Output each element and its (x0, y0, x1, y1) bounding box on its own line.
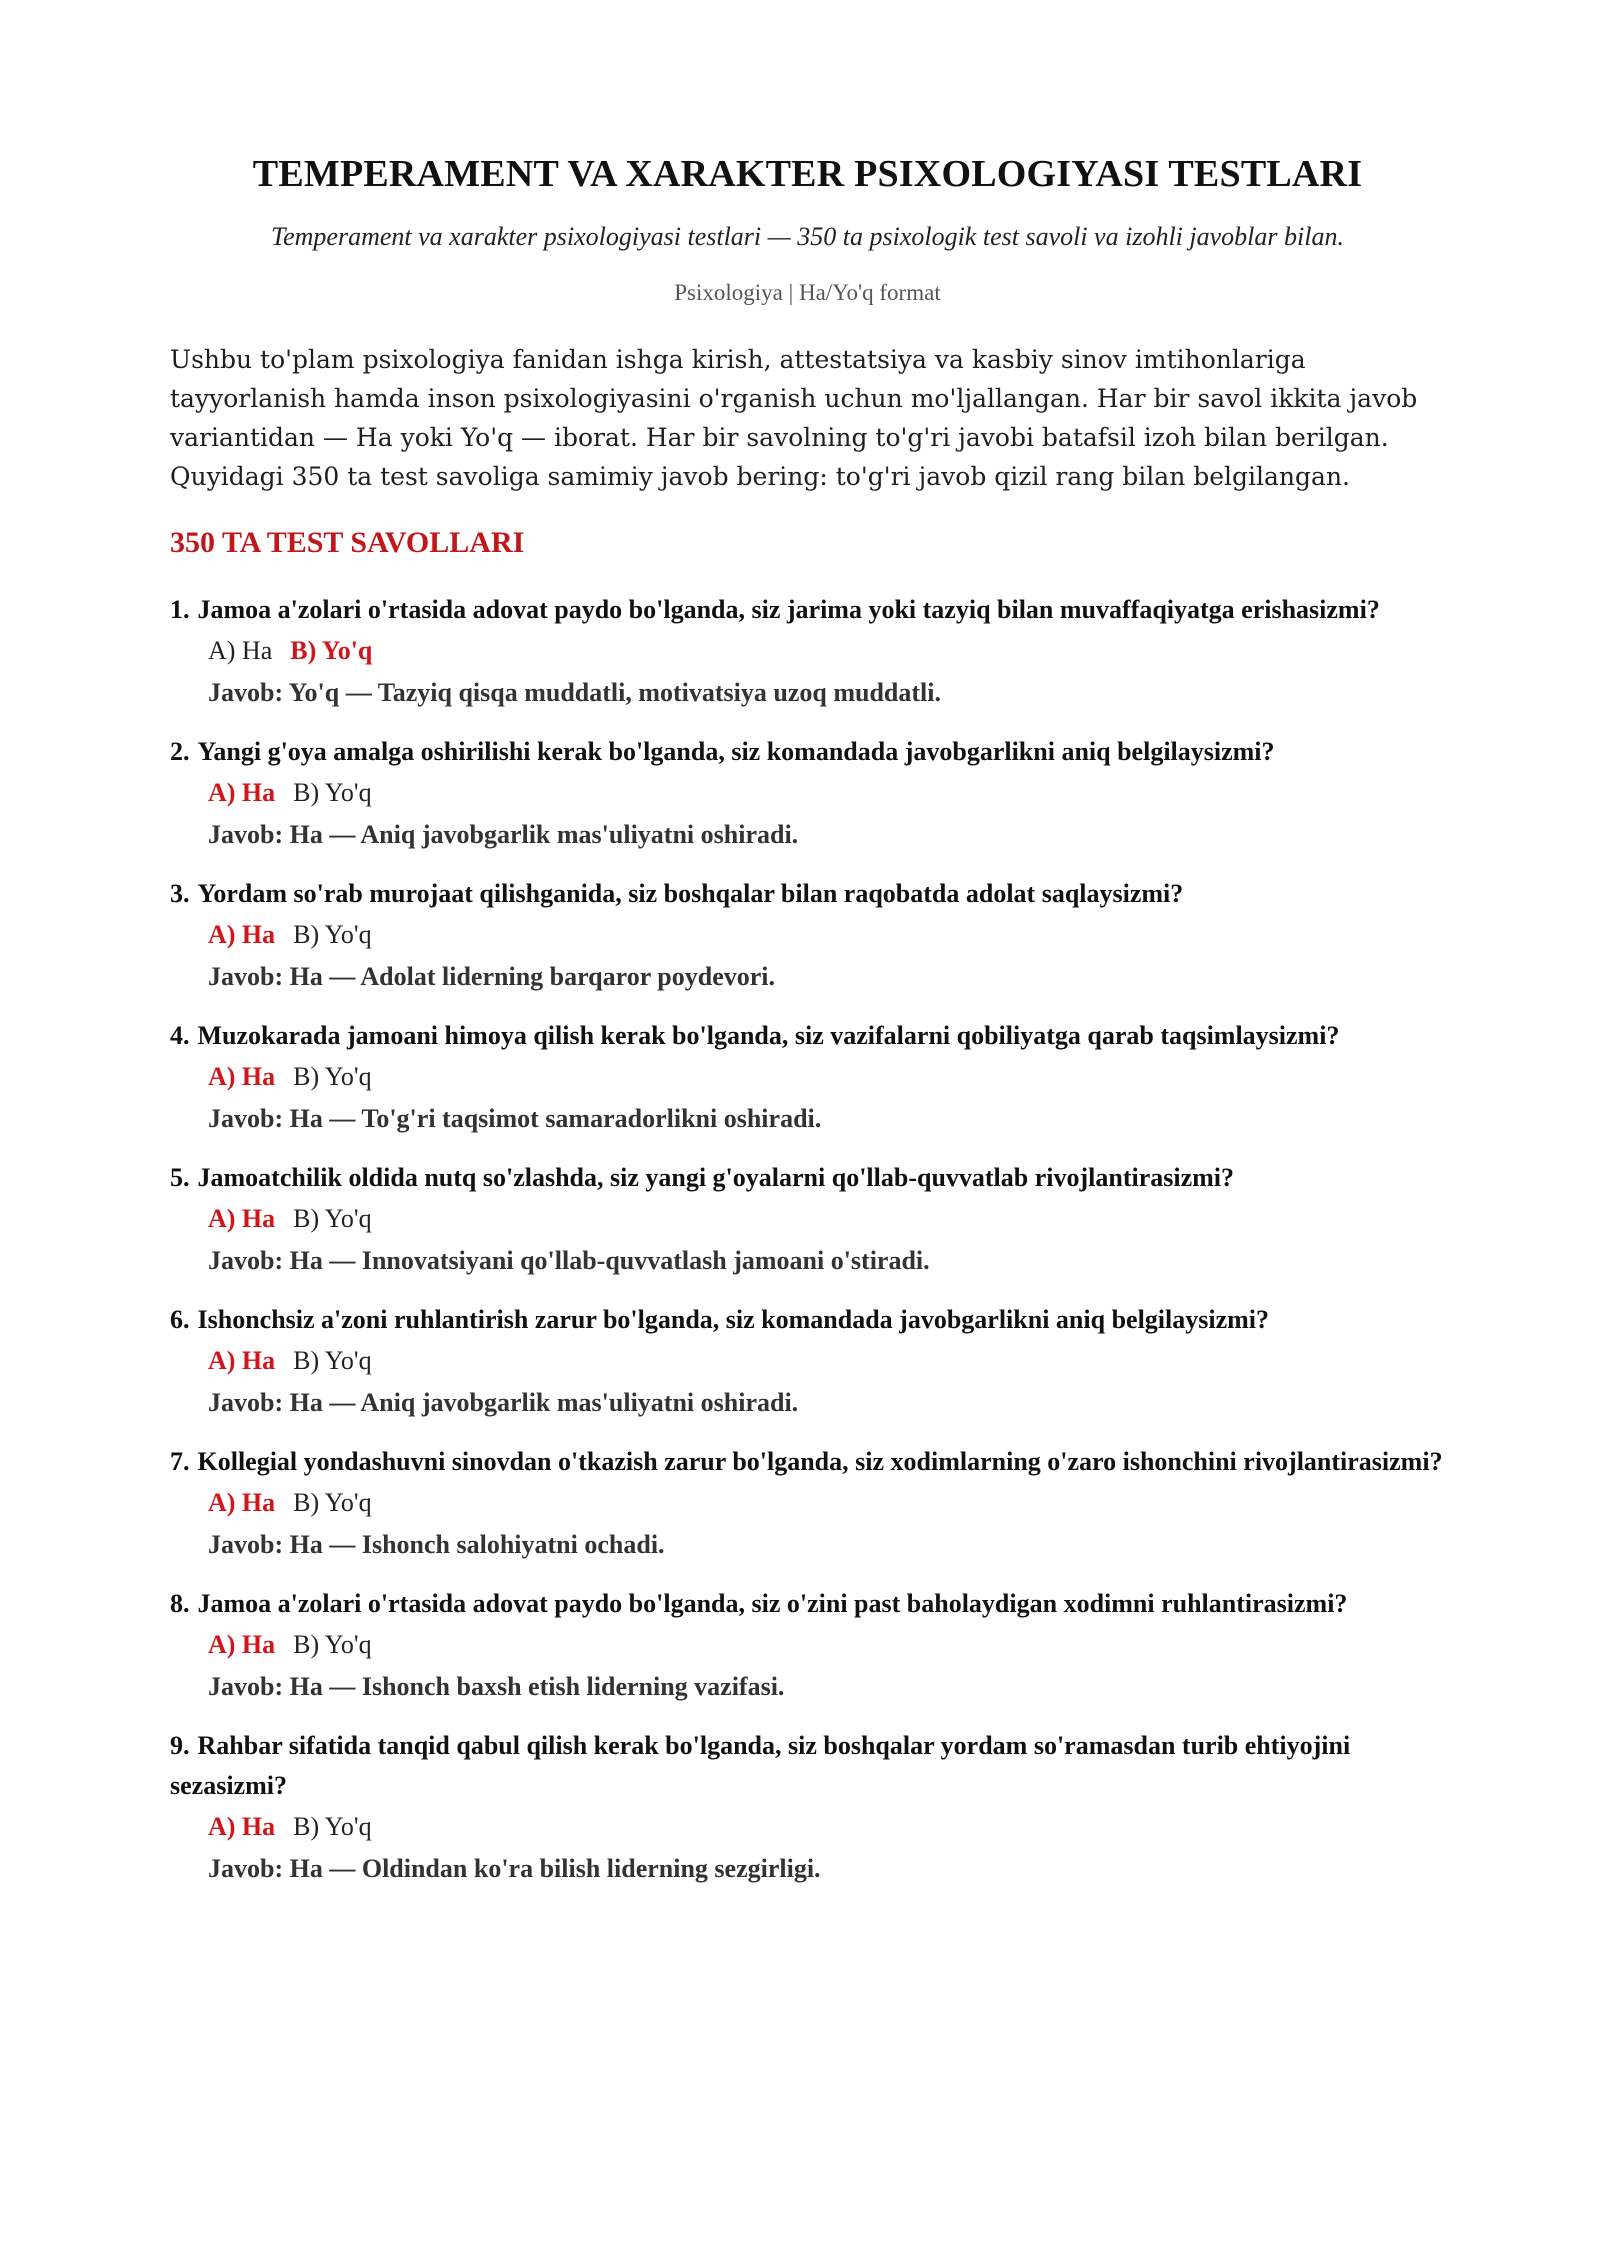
intro-paragraph: Ushbu to'plam psixologiya fanidan ishga kirish, attestatsiya va kasbiy sinov imtihonlariga tayyorlanish hamda inson psixologiyasini o'rganish uchun mo'ljallangan. Har bir savol ikkita javob variantidan — Ha yoki Yo'q — iborat. Har bir savolning to'g'ri javobi batafsil izoh bilan berilgan. Quyidagi 350 ta test savoliga samimiy javob bering: to'g'ri javob qizil rang bilan belgilangan. (170, 345, 1418, 491)
question-list (170, 590, 1445, 1890)
question-item (170, 1726, 1445, 1890)
answer-explanation: Javob: Yo'q — Tazyiq qisqa muddatli, motivatsiya uzoq muddatli. (208, 678, 941, 707)
option-b[interactable]: B) Yo'q (293, 920, 372, 949)
page-subtitle: Temperament va xarakter psixologiyasi testlari — 350 ta psixologik test savoli va izohli javoblar bilan. (271, 222, 1344, 251)
question-item (170, 874, 1445, 998)
question-text (170, 1016, 1445, 1056)
question-number: 1. (170, 595, 190, 624)
option-a[interactable]: A) Ha (208, 1204, 276, 1233)
answer-options (170, 1340, 1445, 1382)
question-item (170, 1300, 1445, 1424)
question-body: Yangi g'oya amalga oshirilishi kerak bo'lganda, siz komandada javobgarlikni aniq belgilaysizmi? (197, 737, 1275, 766)
answer-explanation: Javob: Ha — Innovatsiyani qo'llab-quvvatlash jamoani o'stiradi. (208, 1246, 930, 1275)
answer-explanation: Javob: Ha — Oldindan ko'ra bilish liderning sezgirligi. (208, 1854, 821, 1883)
option-a[interactable]: A) Ha (208, 1488, 276, 1517)
question-body: Jamoa a'zolari o'rtasida adovat paydo bo'lganda, siz jarima yoki tazyiq bilan muvaffaqiyatga erishasizmi? (197, 595, 1380, 624)
question-number: 3. (170, 879, 190, 908)
question-item (170, 1442, 1445, 1566)
question-body: Jamoatchilik oldida nutq so'zlashda, siz yangi g'oyalarni qo'llab-quvvatlab rivojlantirasizmi? (197, 1163, 1235, 1192)
option-a[interactable]: A) Ha (208, 1346, 276, 1375)
question-item (170, 1016, 1445, 1140)
page-title: TEMPERAMENT VA XARAKTER PSIXOLOGIYASI TESTLARI (252, 153, 1363, 195)
question-number: 8. (170, 1589, 190, 1618)
question-number: 2. (170, 737, 190, 766)
option-b[interactable]: B) Yo'q (293, 1062, 372, 1091)
option-a[interactable]: A) Ha (208, 1062, 276, 1091)
answer-options (170, 1482, 1445, 1524)
answer-explanation: Javob: Ha — Adolat liderning barqaror poydevori. (208, 962, 776, 991)
question-text (170, 590, 1445, 630)
option-a[interactable]: A) Ha (208, 1812, 276, 1841)
option-b[interactable]: B) Yo'q (293, 1812, 372, 1841)
answer-options (170, 1056, 1445, 1098)
answer-options (170, 772, 1445, 814)
question-item (170, 1158, 1445, 1282)
question-text (170, 1726, 1445, 1806)
question-body: Jamoa a'zolari o'rtasida adovat paydo bo'lganda, siz o'zini past baholaydigan xodimni ruhlantirasizmi? (197, 1589, 1348, 1618)
option-b[interactable]: B) Yo'q (293, 1488, 372, 1517)
question-number: 9. (170, 1731, 190, 1760)
option-a[interactable]: A) Ha (208, 1630, 276, 1659)
answer-explanation: Javob: Ha — Ishonch baxsh etish liderning vazifasi. (208, 1672, 785, 1701)
page-meta: Psixologiya | Ha/Yo'q format (674, 280, 941, 305)
question-text (170, 1158, 1445, 1198)
option-b[interactable]: B) Yo'q (293, 1204, 372, 1233)
option-b[interactable]: B) Yo'q (293, 1630, 372, 1659)
option-b[interactable]: B) Yo'q (293, 1346, 372, 1375)
question-number: 4. (170, 1021, 190, 1050)
section-title: 350 TA TEST SAVOLLARI (170, 526, 525, 559)
option-a[interactable]: A) Ha (208, 778, 276, 807)
question-number: 7. (170, 1447, 190, 1476)
answer-options (170, 1198, 1445, 1240)
answer-options (170, 1806, 1445, 1848)
question-text (170, 732, 1445, 772)
question-body: Rahbar sifatida tanqid qabul qilish kerak bo'lganda, siz boshqalar yordam so'ramasdan turib ehtiyojini sezasizmi? (170, 1731, 1351, 1800)
question-item (170, 590, 1445, 714)
answer-explanation: Javob: Ha — Aniq javobgarlik mas'uliyatni oshiradi. (208, 820, 799, 849)
answer-options (170, 1624, 1445, 1666)
question-text (170, 1300, 1445, 1340)
question-body: Muzokarada jamoani himoya qilish kerak bo'lganda, siz vazifalarni qobiliyatga qarab taqsimlaysizmi? (197, 1021, 1340, 1050)
question-number: 5. (170, 1163, 190, 1192)
document-page (170, 152, 1445, 1908)
question-item (170, 1584, 1445, 1708)
answer-explanation: Javob: Ha — Aniq javobgarlik mas'uliyatni oshiradi. (208, 1388, 799, 1417)
question-text (170, 1584, 1445, 1624)
question-body: Yordam so'rab murojaat qilishganida, siz boshqalar bilan raqobatda adolat saqlaysizmi? (197, 879, 1184, 908)
option-a[interactable]: A) Ha (208, 920, 276, 949)
answer-explanation: Javob: Ha — Ishonch salohiyatni ochadi. (208, 1530, 665, 1559)
option-b[interactable]: B) Yo'q (290, 636, 373, 665)
answer-options (170, 914, 1445, 956)
option-b[interactable]: B) Yo'q (293, 778, 372, 807)
question-text (170, 874, 1445, 914)
question-body: Ishonchsiz a'zoni ruhlantirish zarur bo'lganda, siz komandada javobgarlikni aniq belgilaysizmi? (197, 1305, 1269, 1334)
question-number: 6. (170, 1305, 190, 1334)
answer-options (170, 630, 1445, 672)
option-a[interactable]: A) Ha (208, 636, 273, 665)
question-body: Kollegial yondashuvni sinovdan o'tkazish zarur bo'lganda, siz xodimlarning o'zaro ishonchini rivojlantirasizmi? (197, 1447, 1443, 1476)
question-item (170, 732, 1445, 856)
answer-explanation: Javob: Ha — To'g'ri taqsimot samaradorlikni oshiradi. (208, 1104, 822, 1133)
question-text (170, 1442, 1445, 1482)
